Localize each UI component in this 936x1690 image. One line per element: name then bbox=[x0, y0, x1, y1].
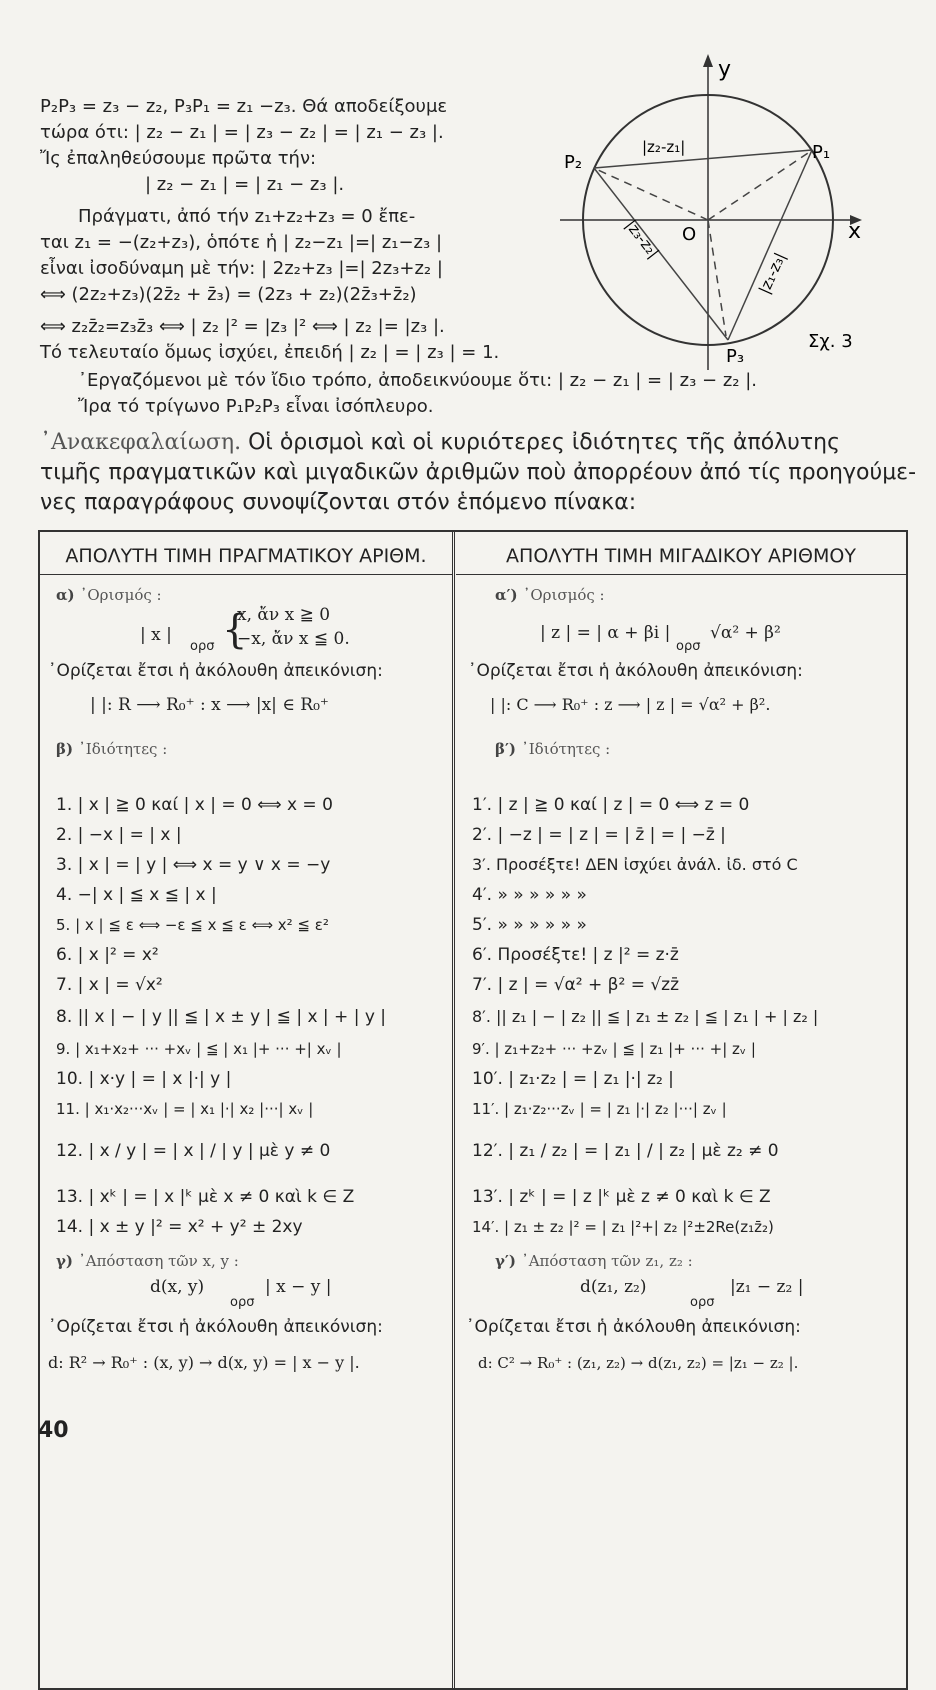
left-map-intro: ᾿Ορίζεται ἔτσι ἡ ἀκόλουθη ἀπεικόνιση: bbox=[48, 661, 383, 681]
left-def-lhs: | x | bbox=[140, 625, 172, 645]
segment-left-label: |z₃-z₂| bbox=[621, 216, 663, 262]
right-dist-rhs: |z₁ − z₂ | bbox=[730, 1277, 804, 1297]
right-prop-row: 13′. | zᵏ | = | z |ᵏ μὲ z ≠ 0 καὶ k ∈ Z bbox=[472, 1187, 771, 1207]
left-prop-row: 13. | xᵏ | = | x |ᵏ μὲ x ≠ 0 καὶ k ∈ Z bbox=[56, 1187, 355, 1207]
right-def: | z | = | α + βi | bbox=[540, 623, 671, 643]
left-prop-row: 3. | x | = | y | ⟺ x = y ∨ x = −y bbox=[56, 855, 331, 875]
left-prop-row: 4. −| x | ≦ x ≦ | x | bbox=[56, 885, 217, 905]
right-map-intro: ᾿Ορίζεται ἔτσι ἡ ἀκόλουθη ἀπεικόνιση: bbox=[468, 661, 803, 681]
left-map2: d: R² → R₀⁺ : (x, y) → d(x, y) = | x − y |. bbox=[48, 1353, 360, 1372]
segment-top-label: |z₂-z₁| bbox=[642, 138, 686, 156]
recap-line-1 bbox=[40, 428, 840, 458]
left-column-header: ΑΠΟΛΥΤΗ ΤΙΜΗ ΠΡΑΓΜΑΤΙΚΟΥ ΑΡΙΘΜ. bbox=[40, 534, 452, 575]
left-prop-row: 9. | x₁+x₂+ ··· +xᵥ | ≦ | x₁ |+ ··· +| xᵥ | bbox=[56, 1040, 342, 1058]
right-prop-row: 6′. Προσέξτε! | z |² = z·z̄ bbox=[472, 945, 679, 965]
left-prop-row: 1. | x | ≧ 0 καί | x | = 0 ⟺ x = 0 bbox=[56, 795, 333, 815]
intro-line-10: Τό τελευταίο ὅμως ἰσχύει, ἐπειδή | z₂ | = | z₃ | = 1. bbox=[40, 342, 500, 363]
right-prop-row: 11′. | z₁·z₂···zᵥ | = | z₁ |·| z₂ |···| zᵥ | bbox=[472, 1100, 727, 1118]
y-axis-label: y bbox=[718, 57, 732, 82]
right-column-header: ΑΠΟΛΥΤΗ ΤΙΜΗ ΜΙΓΑΔΙΚΟΥ ΑΡΙΘΜΟΥ bbox=[456, 534, 906, 575]
left-dist-lhs: d(x, y) bbox=[150, 1277, 205, 1297]
recap-line-2: τιμῆς πραγματικῶν καὶ μιγαδικῶν ἀριθμῶν ποὺ ἀπορρέουν ἀπό τίς προηγούμε- bbox=[40, 460, 917, 485]
point-p1-label: P₁ bbox=[812, 142, 831, 163]
right-prop-row: 3′. Προσέξτε! ΔΕΝ ἰσχύει ἀνάλ. ἰδ. στό C bbox=[472, 855, 798, 874]
intro-line-2: τώρα ότι: | z₂ − z₁ | = | z₃ − z₂ | = | z₁ − z₃ |. bbox=[40, 122, 444, 143]
recap-heading: ᾿Ανακεφαλαίωση. bbox=[40, 430, 242, 455]
right-def-rhs: √α² + β² bbox=[710, 623, 781, 643]
left-prop-title: β) ᾿Ιδιότητες : bbox=[56, 740, 168, 758]
table-divider bbox=[452, 530, 455, 1690]
right-prop-row: 4′. » » » » » » bbox=[472, 885, 587, 905]
left-prop-row: 6. | x |² = x² bbox=[56, 945, 159, 965]
left-def-title: α) ᾿Ορισμός : bbox=[56, 586, 162, 604]
right-map2-intro: ᾿Ορίζεται ἔτσι ἡ ἀκόλουθη ἀπεικόνιση: bbox=[466, 1317, 801, 1337]
right-prop-row: 8′. || z₁ | − | z₂ || ≦ | z₁ ± z₂ | ≦ | z₁ | + | z₂ | bbox=[472, 1007, 819, 1026]
left-prop-row: 5. | x | ≦ ε ⟺ −ε ≦ x ≦ ε ⟺ x² ≦ ε² bbox=[56, 916, 329, 934]
left-prop-row: 2. | −x | = | x | bbox=[56, 825, 182, 845]
left-def-brace: { bbox=[222, 607, 248, 653]
right-prop-title: β′) ᾿Ιδιότητες : bbox=[495, 740, 611, 758]
intro-line-1: P₂P₃ = z₃ − z₂, P₃P₁ = z₁ −z₃. Θά αποδείξουμε bbox=[40, 96, 448, 117]
left-prop-row: 11. | x₁·x₂···xᵥ | = | x₁ |·| x₂ |···| xᵥ | bbox=[56, 1100, 314, 1118]
intro-line-7: εἶναι ἰσοδύναμη μὲ τήν: | 2z₂+z₃ |=| 2z₃+z₂ | bbox=[40, 258, 443, 279]
recap-line-3: νες παραγράφους συνοψίζονται στόν ἑπόμενο πίνακα: bbox=[40, 490, 637, 515]
right-prop-row: 1′. | z | ≧ 0 καί | z | = 0 ⟺ z = 0 bbox=[472, 795, 750, 815]
intro-line-5: Πράγματι, ἀπό τήν z₁+z₂+z₃ = 0 ἔπε- bbox=[78, 206, 416, 227]
right-prop-row: 10′. | z₁·z₂ | = | z₁ |·| z₂ | bbox=[472, 1069, 674, 1089]
intro-line-12: Ἴρα τό τρίγωνο P₁P₂P₃ εἶναι ἰσόπλευρο. bbox=[78, 396, 434, 417]
right-dist-ors: ορσ bbox=[690, 1295, 715, 1310]
right-prop-row: 7′. | z | = √α² + β² = √zz̄ bbox=[472, 975, 680, 995]
left-dist-rhs: | x − y | bbox=[265, 1277, 332, 1297]
right-prop-row: 2′. | −z | = | z | = | z̄ | = | −z̄ | bbox=[472, 825, 726, 845]
left-def-case2: −x, ἄν x ≦ 0. bbox=[237, 629, 350, 649]
left-dist-ors: ορσ bbox=[230, 1295, 255, 1310]
x-axis-label: x bbox=[848, 219, 862, 244]
figure-caption: Σχ. 3 bbox=[808, 331, 853, 352]
intro-line-3: Ἴς ἐπαληθεύσουμε πρῶτα τήν: bbox=[40, 148, 317, 169]
vector-o-p1 bbox=[708, 153, 808, 220]
right-prop-row: 5′. » » » » » » bbox=[472, 915, 587, 935]
left-def-case1: x, ἄν x ≧ 0 bbox=[237, 605, 331, 625]
y-axis-arrow bbox=[703, 54, 713, 67]
left-prop-row: 12. | x / y | = | x | / | y | μὲ y ≠ 0 bbox=[56, 1141, 331, 1161]
right-dist-lhs: d(z₁, z₂) bbox=[580, 1277, 647, 1297]
intro-line-8: ⟺ (2z₂+z₃)(2z̄₂ + z̄₃) = (2z₃ + z₂)(2z̄₃+z̄₂) bbox=[40, 284, 417, 305]
left-map2-intro: ᾿Ορίζεται ἔτσι ἡ ἀκόλουθη ἀπεικόνιση: bbox=[48, 1317, 383, 1337]
left-def-ors: ορσ bbox=[190, 639, 215, 654]
intro-line-11: ᾿Εργαζόμενοι μὲ τόν ἴδιο τρόπο, ἀποδεικνύουμε ὅτι: | z₂ − z₁ | = | z₃ − z₂ |. bbox=[78, 370, 757, 391]
right-dist-title: γ′) ᾿Απόσταση τῶν z₁, z₂ : bbox=[495, 1252, 693, 1270]
intro-line-9: ⟺ z₂z̄₂=z₃z̄₃ ⟺ | z₂ |² = |z₃ |² ⟺ | z₂ |= |z₃ |. bbox=[40, 316, 445, 337]
point-p3-label: P₃ bbox=[726, 346, 745, 367]
segment-right-label: |z₁-z₃| bbox=[755, 249, 790, 297]
intro-line-6: ται z₁ = −(z₂+z₃), ὁπότε ἡ | z₂−z₁ |=| z₁−z₃ | bbox=[40, 232, 443, 253]
left-dist-title: γ) ᾿Απόσταση τῶν x, y : bbox=[56, 1252, 239, 1270]
circle-figure bbox=[550, 40, 920, 380]
right-def-title: α′) ᾿Ορισμός : bbox=[495, 586, 605, 604]
right-prop-row: 12′. | z₁ / z₂ | = | z₁ | / | z₂ | μὲ z₂ ≠ 0 bbox=[472, 1141, 779, 1161]
left-prop-row: 7. | x | = √x² bbox=[56, 975, 163, 995]
page-number: 40 bbox=[38, 1418, 69, 1443]
left-map: | |: R ⟶ R₀⁺ : x ⟶ |x| ∈ R₀⁺ bbox=[90, 695, 329, 715]
right-prop-row: 14′. | z₁ ± z₂ |² = | z₁ |²+| z₂ |²±2Re(z₁z̄₂) bbox=[472, 1218, 774, 1236]
right-prop-row: 9′. | z₁+z₂+ ··· +zᵥ | ≦ | z₁ |+ ··· +| zᵥ | bbox=[472, 1040, 756, 1058]
left-prop-row: 10. | x·y | = | x |·| y | bbox=[56, 1069, 232, 1089]
side-p2-p1 bbox=[594, 150, 812, 168]
recap-text-1: Οἱ ὁρισμοὶ καὶ οἱ κυριότερες ἰδιότητες τῆς ἀπόλυτης bbox=[248, 430, 841, 455]
right-map2: d: C² → R₀⁺ : (z₁, z₂) → d(z₁, z₂) = |z₁ − z₂ |. bbox=[478, 1354, 799, 1372]
origin-label: O bbox=[682, 224, 697, 245]
intro-line-4: | z₂ − z₁ | = | z₁ − z₃ |. bbox=[145, 174, 345, 195]
left-prop-row: 14. | x ± y |² = x² + y² ± 2xy bbox=[56, 1217, 303, 1237]
point-p2-label: P₂ bbox=[564, 152, 583, 173]
right-def-ors: ορσ bbox=[676, 639, 701, 654]
left-prop-row: 8. || x | − | y || ≦ | x ± y | ≦ | x | + | y | bbox=[56, 1007, 387, 1027]
right-map: | |: C ⟶ R₀⁺ : z ⟶ | z | = √α² + β². bbox=[490, 695, 771, 714]
